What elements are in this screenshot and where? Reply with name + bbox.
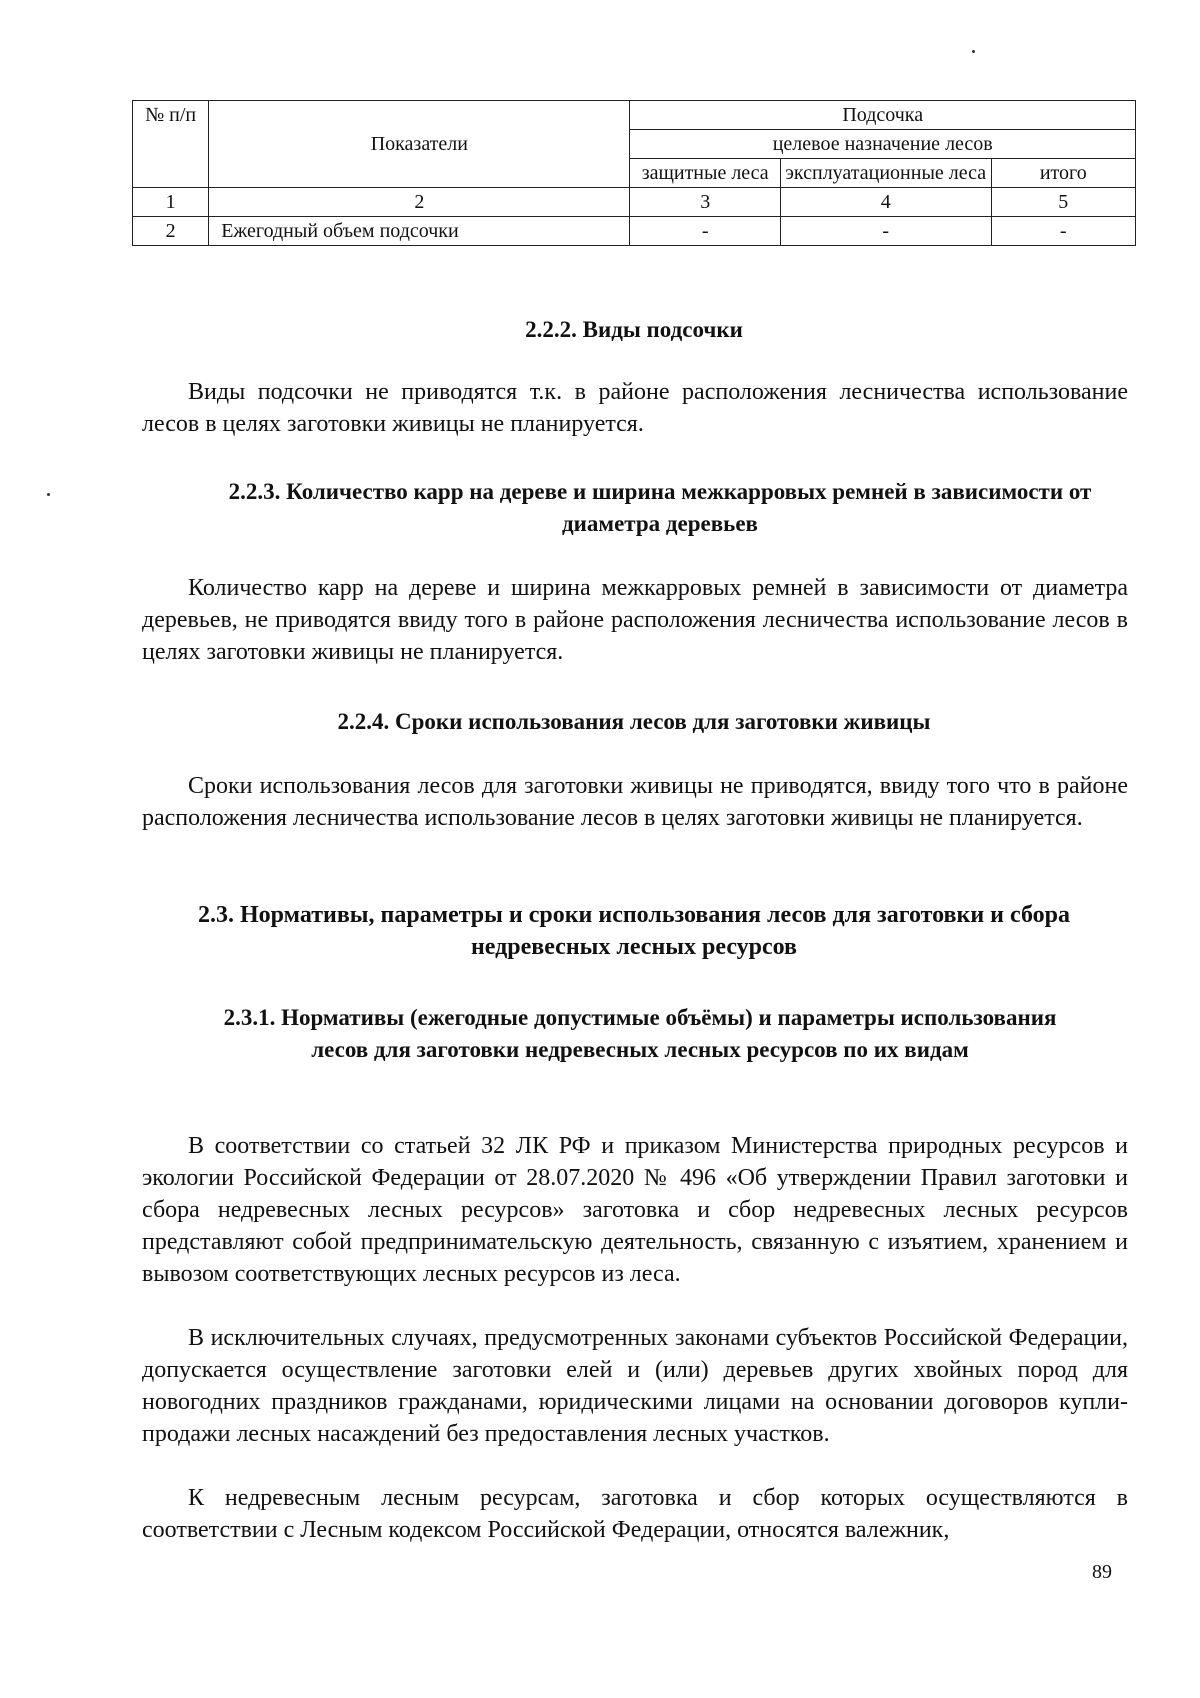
row-name: Ежегодный объем подсочки [209, 217, 630, 246]
section-2-2-4-text: Сроки использования лесов для заготовки живицы не приводятся, ввиду того что в районе расположения лесничества использование лесов в целях заготовки живицы не планируется. [142, 773, 1128, 831]
tapping-volume-table [132, 100, 1136, 246]
page-number: 89 [1092, 1561, 1112, 1583]
section-2-3-1-title: 2.3.1. Нормативы (ежегодные допустимые объёмы) и параметры использования лесов для заготовки недревесных лесных ресурсов по их видам [223, 1005, 1057, 1062]
row-exploitation: - [780, 217, 991, 246]
index-cell: 2 [209, 188, 630, 217]
section-2-3-1-paragraph-1: В соответствии со статьей 32 ЛК РФ и приказом Министерства природных ресурсов и экологии Российской Федерации от 28.07.2020 № 496 «Об утверждении Правил заготовки и сбора недревесных лесных ресурсов» заготовка и сбор недревесных лесных ресурсов представляют собой предпринимательскую деятельность, связанную с изъятием, хранением и вывозом соответствующих лесных ресурсов из леса. [142, 1133, 1128, 1287]
row-total: - [991, 217, 1135, 246]
header-group: Подсочка [630, 101, 1136, 130]
index-cell: 4 [780, 188, 991, 217]
table-row [133, 217, 1136, 246]
section-2-2-2-title: 2.2.2. Виды подсочки [525, 317, 743, 342]
section-2-3-1-paragraph-2: В исключительных случаях, предусмотренных законами субъектов Российской Федерации, допускается осуществление заготовки елей и (или) деревьев других хвойных пород для новогодних праздников гражданами, юридическими лицами на основании договоров купли-продажи лесных насаждений без предоставления лесных участков. [142, 1325, 1128, 1447]
header-subgroup: целевое назначение лесов [630, 130, 1136, 159]
index-row [133, 188, 1136, 217]
header-indicators: Показатели [209, 101, 630, 188]
scan-speck [47, 493, 50, 496]
section-2-2-4-title: 2.2.4. Сроки использования лесов для заготовки живицы [337, 709, 931, 734]
section-2-2-2-text: Виды подсочки не приводятся т.к. в районе расположения лесничества использование лесов в целях заготовки живицы не планируется. [142, 379, 1128, 437]
index-cell: 1 [133, 188, 209, 217]
row-protective: - [630, 217, 780, 246]
section-2-3-title: 2.3. Нормативы, параметры и сроки использования лесов для заготовки и сбора недревесных лесных ресурсов [198, 902, 1070, 960]
col-total: итого [991, 159, 1135, 188]
col-protective: защитные леса [630, 159, 780, 188]
section-2-2-3-title: 2.2.3. Количество карр на дереве и ширина межкарровых ремней в зависимости от диаметра деревьев [228, 479, 1092, 536]
row-num: 2 [133, 217, 209, 246]
col-exploitation: эксплуатационные леса [780, 159, 991, 188]
section-2-3-1-paragraph-3: К недревесным лесным ресурсам, заготовка и сбор которых осуществляются в соответствии с Лесным кодексом Российской Федерации, относятся валежник, [142, 1485, 1128, 1543]
header-num: № п/п [133, 101, 209, 188]
index-cell: 3 [630, 188, 780, 217]
index-cell: 5 [991, 188, 1135, 217]
scan-speck [972, 50, 975, 53]
section-2-2-3-text: Количество карр на дереве и ширина межкарровых ремней в зависимости от диаметра деревьев, не приводятся ввиду того в районе расположения лесничества использование лесов в целях заготовки живицы не планируется. [142, 575, 1128, 665]
